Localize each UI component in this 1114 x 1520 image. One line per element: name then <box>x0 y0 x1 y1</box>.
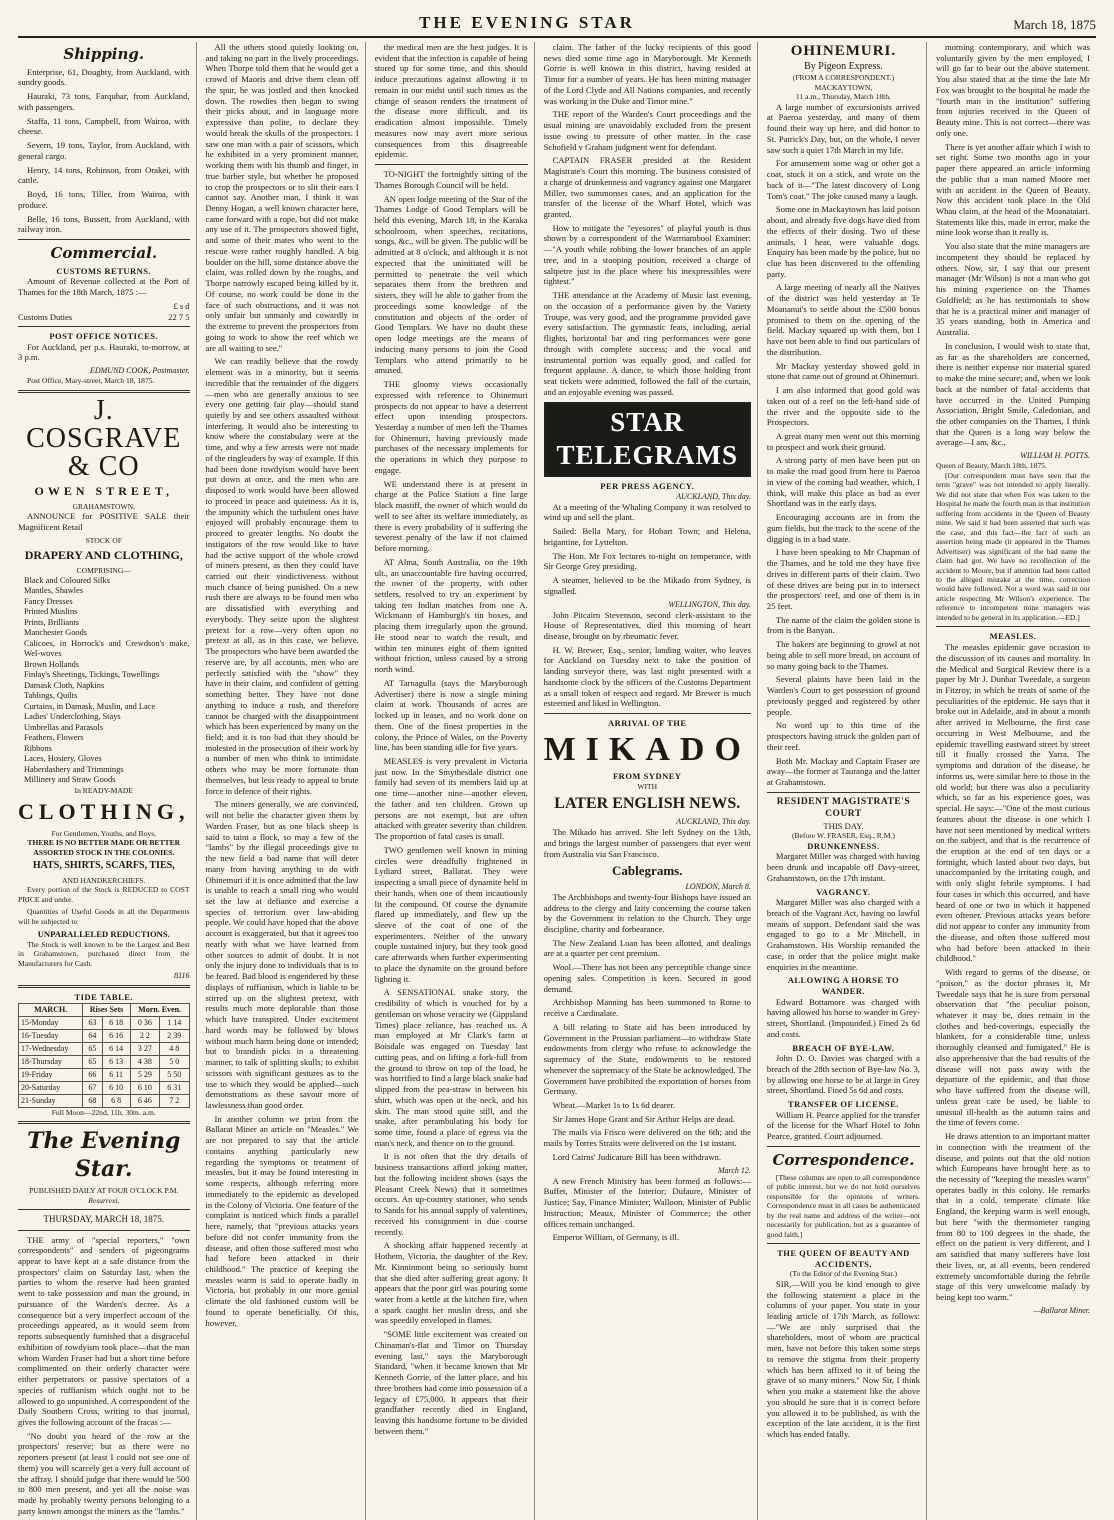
article-paragraph: For amusement some wag or other got a coat, stuck it on a stick, and wrote on the back of it—"The latest discovery of Long Tom's coat." The joke caused many a laugh. <box>766 158 920 201</box>
pigeon-express: By Pigeon Express. <box>804 60 883 72</box>
dateline: March 12. <box>717 1165 751 1175</box>
article-paragraph: Both Mr. Mackay and Captain Fraser are away—the former at Tauranga and the latter at Grahamstown. <box>766 755 920 788</box>
telegram-item: John Pitcairn Stevenson, second clerk-assistant to the House of Representatives, died this morning of heart disease, brought on by rheumatic fever. <box>543 609 751 641</box>
list-item: Ribbons <box>24 743 52 753</box>
tide-cell: 6 8 <box>102 1094 130 1107</box>
tide-cell: 65 <box>83 1042 102 1055</box>
shipping-entry: Severn, 19 tons, Taylor, from Auckland, with general cargo. <box>18 140 190 161</box>
tide-cell: 6 18 <box>102 1016 130 1029</box>
column-1 <box>18 42 197 1520</box>
correspondence-note: [These columns are open to all correspondence of public interest, but we do not hold ourselves responsible for the opinions of writers. Correspondence must in all cases be authenticated by the real name and address of the writer—not necessarily for publication, but as a guarantee of good faith.] <box>766 1172 920 1239</box>
tide-row <box>19 1029 190 1042</box>
news-item: It is not often that the dry details of business transactions afford joking matter, but the following incident shows (says the Pleasant Creek News) that it sometimes occurs. An up-country stationer, who sends to Sands for his annual supply of valentines, received his consignment in due course recently. <box>374 1151 528 1237</box>
case-text: Margaret Miller was also charged with a breach of the Vagrant Act, having no lawful means of support. Defendant said she was engaged to go to a Mr Mitchell, in Grahamstown. His Worship remanded the case, in order that the police might make enquiries in the meantime. <box>766 897 920 972</box>
from-sydney: FROM SYDNEY <box>612 771 682 782</box>
tide-heading: TIDE TABLE. <box>74 992 134 1003</box>
case-heading: DRUNKENNESS. <box>807 840 880 851</box>
shipping-entry: Boyd, 16 tons, Tiller, from Wairoa, with produce. <box>18 189 190 210</box>
news-item: TO-NIGHT the fortnightly sitting of the Thames Borough Council will be held. <box>374 169 528 190</box>
tide-cell: 68 <box>83 1094 102 1107</box>
list-item: Printed Muslins <box>24 607 78 617</box>
case-text: Margaret Miller was charged with having been drunk and incapable off Davy-street, Grahamstown, on the 17th instant. <box>766 851 920 883</box>
paper-title: The Evening Star. <box>27 1128 181 1182</box>
shipping-entry: Hauraki, 73 tons, Farquhar, from Auckland, with passengers. <box>18 91 190 112</box>
tide-cell: 64 <box>83 1029 102 1042</box>
dateline: AUCKLAND, This day. <box>676 817 751 827</box>
measles-heading: MEASLES. <box>989 631 1037 642</box>
per-press: PER PRESS AGENCY. <box>600 481 695 491</box>
letter-text: morning contemporary, and which was voluntarily given by the men employed, I will go far to bear out the above statement. You also stated that at the time the late Mr Fox was brought to the hospital he made the "fourth man in the institution" suffering from injuries received in the Queen of Beauty mine. This is not correct—there was only one. <box>935 42 1090 138</box>
letter-text: You also state that the mine managers are incompetent they should be replaced by others. Now, sir, I say that our present manager (Mr Wilson) is not a man who got his mining experience on the Thames Goldfield; as he has testimonials to show that he is a practical miner and manager of 35 years standing, both in America and Australia. <box>935 241 1090 338</box>
shipping-list <box>18 67 190 235</box>
article-paragraph: The measles epidemic gave occasion to the discussion of its causes and mortality. In the Medical and Surgical Review there is a paper by Mr J. Dunbar Tweedale, a surgeon in Fitzroy, in which he treats of some of the peculiarities of the epidemic. He says that it broke out in Adelaide, and in about a month after arrived in Melbourne, the first case occurring in West Melbourne, and the epidemic travelling eastward street by street till it finally crossed the Yarra. The symptoms and duration of the disease, he informs us, were similar here to those in the old world; but there was also a peculiarity which, so far as his experience goes, was special. He says:—"One of the most curious features about the disease is one which I have not seen mentioned by medical writers on the subject, and that is the recurrence of the eruption at the end of ten days or a fortnight, which lasted about two days, but unaccompanied by the irritating cough, and with only slight febrile symptoms. I had four cases in which this occurred, and have heard of one or two in which it happened even oftener. Previous attacks years before did not appear to confer any immunity from the disease, and often those suffered most who had before been attacked in their childhood." <box>935 642 1090 964</box>
list-item: Manchester Goods <box>24 628 88 638</box>
dateline: AUCKLAND, This day. <box>676 491 751 501</box>
column-6 <box>936 42 1096 1520</box>
tide-cell: 4 8 <box>160 1042 189 1055</box>
advert-clothing: CLOTHING, <box>18 799 190 825</box>
tide-cell: 19-Friday <box>19 1068 83 1081</box>
shipping-heading: Shipping. <box>63 45 145 63</box>
ohinemuri-heading: OHINEMURI. <box>790 43 897 59</box>
case-heading: BREACH OF BYE-LAW. <box>792 1042 895 1053</box>
letter-text: In conclusion, I would wish to state that, as far as the shareholders are concerned, there is neither expense nor material spared to make the mine secure; and, when we look back at the number of fatal accidents that have occurred in the United Pumping Association, Bright Smile, Caledonian, and the other companies on the Thames, I think that the Queen is a long way below the average—I am, &c., <box>935 340 1090 448</box>
news-item: claim. The father of the lucky recipients of this good news died some time ago in Maryborough. Mr Kenneth Gorrie is well known in this district, having resided at Timor for a number of years. He has been mining manager of the Lord Clyde and All Nations companies, and recently was working in the Duke and Timor mine." <box>543 42 751 106</box>
advert-items <box>24 576 190 786</box>
tide-cell: 2 39 <box>160 1029 189 1042</box>
list-item: Curtains, in Damask, Muslin, and Lace <box>24 701 156 711</box>
article-paragraph: I have been speaking to Mr Chapman of the Thames, and he told me they have five drives in different parts of their claim. Two of these drives are being put in to intersect the prospectors' reef, and one of them is in 25 feet. <box>766 547 920 612</box>
list-item: Mantles, Shawles <box>24 586 84 596</box>
telegram-item: The Mikado has arrived. She left Sydney on the 13th, and brings the largest number of passengers that ever went from Australia via San Francisco. <box>543 827 751 859</box>
advert-handkerchiefs: AND HANDKERCHIEFS. <box>61 875 146 885</box>
advert-hats: HATS, SHIRTS, SCARFS, TIES, <box>32 860 175 872</box>
list-item: Fancy Dresses <box>24 596 73 606</box>
shipping-entry: Henry, 14 tons, Robinson, from Orakei, with cattle. <box>18 164 190 186</box>
tide-cell: 7 2 <box>160 1094 189 1107</box>
tide-row <box>19 1055 190 1068</box>
cable-item: A bill relating to State aid has been introduced by Government in the Prussian parliament—to withdraw State endowments from clergy who refuse to acknowledge the supremacy of the State, endowments to be restored whenever the supremacy of the State be acknowledged. The Government have prohibited the exportation of horses from Germany. <box>543 1021 751 1097</box>
letter-heading: THE QUEEN OF BEAUTY AND ACCIDENTS. <box>777 1248 910 1269</box>
news-item: MEASLES is very prevalent in Victoria just now. In the Smythesdale district one family had seven of its members laid up at one time—another nine—another eleven, the father and ten children. Grown up persons are not exempt, but are often attacked with greater severity than children. The proportion of fatal cases is small. <box>374 756 528 842</box>
tide-row <box>19 1068 190 1081</box>
shipping-entry: Staffa, 11 tons, Campbell, from Wairoa, with cheese. <box>18 115 190 137</box>
advert-no-better: THERE IS NO BETTER MADE OR BETTER ASSORTED STOCK IN THE COLONIES. <box>27 838 181 857</box>
duty-label: Customs Duties <box>18 311 73 322</box>
tide-col-header: MARCH. <box>19 1003 83 1016</box>
article-paragraph: The name of the claim the golden stone is from is the Banyan. <box>766 614 920 636</box>
advert-stock: STOCK OF <box>85 535 122 545</box>
news-item: "SOME little excitement was created on Chinaman's-flat and Timor on Thursday evening last," says the Maryborough Standard, "when it became known that Mr Kenneth Gorrie, of the latter place, and his three brothers had come into possession of a legacy of £75,000. It appears that their grandfather recently died in England, leaving this handsome fortune to be divided between them." <box>374 1329 528 1436</box>
cable-item: The mails via Frisco were delivered on the 6th; and the mails by Torres Straits were delivered on the 1st instant. <box>543 1127 751 1149</box>
advert-street: OWEN STREET, <box>34 483 173 498</box>
tide-cell: 6 16 <box>102 1029 130 1042</box>
tide-cell: 2 2 <box>130 1029 159 1042</box>
rm-court-heading: RESIDENT MAGISTRATE'S COURT <box>776 796 911 819</box>
letter-signature: WILLIAM H. POTTS. <box>1020 451 1090 461</box>
news-item: AT Alma, South Australia, on the 19th ult., an unaccountable fire having occurred, the owner of the property, with other settlers, resolved to try an experiment by taking ten Indian matches from one A. Wickmann of Hamburgh's tin boxes, and placing them irregularly upon the ground. He stood near to watch the result, and within ten minutes eight of them ignited without friction, unless caused by a strong north wind. <box>374 556 528 675</box>
telegram-item: A steamer, believed to be the Mikado from Sydney, is signalled. <box>543 575 751 596</box>
before-magistrate: (Before W. FRASER, Esq., R.M.) <box>791 831 895 841</box>
news-item: WE understand there is at present in charge at the Police Station a fine large black mastiff, the owner of which would do well to see after its welfare immediately, as there is every probability of it suffering the severest penalty of the law if not claimed before morning. <box>374 478 528 554</box>
editor-note: [Our correspondent must have seen that the term "grave" was not intended to apply literally. We did not state that when Fox was taken to the Hospital he made the fourth man in that institution suffering from accidents in the Queen of Beauty mine. We said it had been asserted that such was the case, and this fact—the fact of such an assertion being made (it appeared in the Thames Advertiser) was significant of the bad name the claim had got. We have no recollection of the accident to Moore, but if attention had been called to the alleged mistake at the time, correction would have followed. Not a word was said in our article respecting Mr Wilson's experience. The reference to incompetent mine managers was intended to be general in its application.—ED.] <box>935 470 1090 622</box>
page-date: March 18, 1875 <box>1013 17 1096 32</box>
list-item: Haberdashery and Trimmings <box>24 764 124 774</box>
article-paragraph: A large meeting of nearly all the Natives of the district was held yesterday at Te Moananui's to settle about the £500 bonus promised to them on the opening of the field. Mackay squared up with them, but I have not been able to find out particulars of the distribution. <box>766 282 920 357</box>
column-5 <box>767 42 927 1520</box>
tide-cell: 63 <box>83 1016 102 1029</box>
article-paragraph: The bakers are beginning to growl at not being able to sell more bread, on account of so many going back to the Thames. <box>766 639 920 671</box>
tide-cell: 1 14 <box>160 1016 189 1029</box>
tide-cell: 18-Thursday <box>19 1055 83 1068</box>
news-item: AN open lodge meeting of the Star of the Thames Lodge of Good Templars will be held this evening, March 18, in the Karaka schoolroom, when speeches, recitations, songs, &c., will be given. The public will be admitted at 8 o'clock, and although it is not expected that the uninitiated will be permitted to penetrate the veil which separates them from the brethren and sisters, they will be able to gather from the proceedings some knowledge of the constitution and objects of the order of Good Templars. We have no doubt these open lodge meetings are the means of inducing many persons to join the Good Templars who attend primarily to be amused. <box>374 193 528 376</box>
cable-item: Archbishop Manning has been summoned to Rome to receive a Cardinalate. <box>543 997 751 1019</box>
tide-row <box>19 1081 190 1094</box>
tide-cell: 6 10 <box>130 1081 159 1094</box>
article-paragraph: Several plaints have been laid in the Warden's Court to get possession of ground previously pegged and registered by other people. <box>766 674 920 717</box>
article-paragraph: A large number of excursionists arrived at Paeroa yesterday, and many of them found their way up here, and did honor to St. Patrick's Day, but, on the whole, I never saw such a quiet 17th March in my life. <box>766 101 920 155</box>
letter-to-editor: (To the Editor of the Evening Star.) <box>789 1269 898 1279</box>
letter-text: There is yet another affair which I wish to set right. Some two months ago in your paper there appeared an article informing the public that a man named Moore met with an accident in the Queen of Beauty. Now this accident took place in the Old Whau claim, at the head of the Moanataiari. Statements like this, made in error, make the mine look worse than it really is. <box>935 141 1090 238</box>
list-item: Damask Cloth, Napkins <box>24 680 105 690</box>
advert-stock-known: The Stock is well known to be the Largest and Best in Grahamstown, purchased direct from the Manufacturers for Cash. <box>18 939 190 968</box>
post-heading: POST OFFICE NOTICES. <box>49 331 159 342</box>
list-item: Tablings, Quilts <box>24 691 78 701</box>
tide-cell: 65 <box>83 1055 102 1068</box>
case-heading: TRANSFER OF LICENSE. <box>787 1099 899 1110</box>
full-moon: Full Moon—22nd, 11h. 30m. a.m. <box>51 1107 156 1117</box>
cablegrams-heading: Cablegrams. <box>612 862 683 878</box>
from-correspondent: (FROM A CORRESPONDENT.) <box>792 73 895 83</box>
tide-table <box>18 1003 190 1108</box>
mikado-heading: MIKADO <box>543 730 751 768</box>
article-paragraph: A strong party of men have been put on to make the road good from here to Paeroa in view of the coming bad weather, which, I think, will make this place as bad as ever Shortland was in the early days. <box>766 455 920 509</box>
article-paragraph: Some one in Mackaytown has laid poison about, and already five dogs have died from the effects of their dosing. Two of these animals, I hear, were valuable dogs. Enquiry has been made by the police, but no clue has been discovered to the offending party. <box>766 204 920 279</box>
article-source: —Ballarat Miner. <box>1033 1305 1090 1315</box>
published-note: PUBLISHED DAILY AT FOUR O'CLOCK P.M. <box>29 1186 179 1196</box>
news-item: THE report of the Warden's Court proceedings and the usual mining are unavoidably excluded from the present issue owing to pressure of other matter. In the case Schofield v Graham judgment went for defendant. <box>543 109 751 152</box>
tide-cell: 6 46 <box>130 1094 159 1107</box>
cable-item: A new French Ministry has been formed as follows:—Buffet, Minister of the Interior; Dufaure, Minister of Justice; Say, Finance Minister; Walloon, Minister of Public Instruction; Meaux, Minister of Commerce; the other offices remain unchanged. <box>543 1175 751 1229</box>
tide-row <box>19 1094 190 1107</box>
tide-col-header: Morn. Even. <box>130 1003 189 1016</box>
tide-cell: 6 13 <box>102 1055 130 1068</box>
arrival-heading: ARRIVAL OF THE <box>607 718 687 729</box>
with-label: WITH <box>637 781 658 791</box>
article-paragraph: All the others stood quietly looking on, and taking no part in the lively proceedings. When Thorpe told them that he would get a crowd of Maoris and drive them clean off the spur, he was jostled and then knocked down. The rowdies then began to swing their picks about, and in language more expressive than polite, to declare they would break the skulls of the prospectors. I saw one man with a pair of scissors, which he exhibited in a very prominent manner, working them with his thumb and finger, in true barber style, but whether he proposed to crop the prospectors or to slit their ears I cannot say. Another man, I think it was Denny Hogan, a well known character here, came forward with a rope, but did not make any use of it. The prospectors showed fight, and some of their mates who went to the rescue were rather roughly handled. A big boulder on the hill, some distance above the claim, was rolled down by the roughs, and Thorpe narrowly escaped being killed by it. Of course, no work could be done in the face of such obstructions, and it was not only unfair but unmanly and cowardly in the extreme to prevent the prospectors from going to work to show the reef which we are all waiting to see." <box>205 42 359 353</box>
tide-row <box>19 1042 190 1055</box>
news-item: THE gloomy views occasionally expressed with reference to Ohinemuri prospects do not appear to have a deterrent effect upon intending prospectors. Yesterday a number of men left the Thames for Ohinemuri, having previously made purchases of the necessary implements for the operations in which they purpose to engage. <box>374 379 528 475</box>
list-item: Ladies' Underclothing, Stays <box>24 712 121 722</box>
divider <box>18 239 190 240</box>
article-paragraph: The miners generally, we are convinced, will not belie the character given them by Warden Fraser, but as one black sheep is said to taint a flock, so may a few of the "lambs" by the illegal proceedings give to the new field a bad name that will deter many from having anything to do with Ohinemuri if it is once admitted that the law is unable to reach a small ring who would set the law at defiance and exercise a species of terrorism over law-abiding people. We could have hoped that the above account is exaggerated, but that it agrees too nearly with what we have learned from other sources to admit of doubt. It is not only the injury done to individuals that is to be feared. Bad blood is engendered by these displays of ruffianism, which is liable to be stirred up on the slightest pretext, with results much more deplorable than those which have transpired. Under excitement hard words may be followed by blows without much harm being done or intended; but to brandish picks in a threatening manner, to talk of splitting skulls; to exhibit scissors with significant gestures as to the use to which they would be applied—such demonstrations as these savour more of lawlessness than good order. <box>205 799 359 1110</box>
news-item: TWO gentlemen well known in mining circles were dreadfully frightened in Lydiard street, Ballarat. They were inspecting a small piece of dynamite held in their hands, when one of them incautiously lit the compound. Of course the dynamite flared up immediately, and flew up the sleeve of the coat of one of the experimenters. Neither of the unwary couple sustained injury, but they took good care afterwards when further experimenting to place the dynamite on the ground before lighting it. <box>374 844 528 984</box>
article-paragraph: He draws attention to an important matter in connection with the treatment of the disease, and points out that the old notion which Europeans have brought here as to the necessity of "keeping the measles warm" operates badly in this colony. He remarks that in a cold, temperate climate like England, the keeping warm is well enough, but here "with the thermometer ranging from 80 to 100 degrees in the shade, the effect on the patient is very different, and I am satisfied that many sufferers have lost their lives, or, at all events, been rendered extremely uncomfortable during the febrile stage of this very unwelcome malady by being kept too warm." <box>935 1131 1090 1303</box>
article-paragraph: In another column we print from the Ballarat Miner an article on "Measles." We are not prepared to say that the article contains anything particularly new regarding the symptoms or treatment of measles, but it may be found interesting in some respects, although referring more immediately to the epidemic as developed in the Colony of Victoria. One feature of the complaint is noticed which finds a parallel here, namely, that "previous attacks years before did not confer immunity from the disease, and often those suffered most who had before been attacked in their childhood." The practice of keeping the measles warm is said to operate badly in Victoria, but probably in our more genial climate the old fashioned custom will be found to operate beneficially. Of this, however, <box>205 1113 359 1328</box>
letter-text: SIR,—Will you be kind enough to give the following statement a place in the columns of your paper. You state in your leading article of 17th March, as follows:—"We are only surprised that the shareholders, most of whom are practical men, have not before this taken some steps to remove the stigma from their property which has been affixed to it of being the grave of so many miners." Now Sir, I think when you make a statement like the above you should be sure that it is correct before you allowed it to be published, as with the exception of the late accident, it is the first which has ended fatally. <box>766 1278 920 1440</box>
tide-cell: 67 <box>83 1081 102 1094</box>
list-item: Finlay's Sheetings, Tickings, Towellings <box>24 670 160 680</box>
article-paragraph: I am also informed that good gold was taken out of a reef on the left-hand side of the river and the opposite side to the Prospectors. <box>766 385 920 428</box>
tide-cell: 4 38 <box>130 1055 159 1068</box>
column-4 <box>544 42 758 1520</box>
duty-units: £ s d <box>173 300 190 311</box>
article-paragraph: No word up to this time of the prospectors having struck the golden part of their reef. <box>766 720 920 752</box>
advert-for-men: For Gentlemen, Youths, and Boys, <box>51 828 157 838</box>
telegram-item: At a meeting of the Whaling Company it was resolved to wind up and sell the plant. <box>543 501 751 523</box>
this-day: THIS DAY. <box>823 820 864 831</box>
tide-row <box>19 1016 190 1029</box>
cable-item: The Archbishops and twenty-four Bishops have issued an address to the clergy and laity concerning the course taken by the Government in relation to the Church. They urge discipline, charity and forbearance. <box>543 891 751 934</box>
article-paragraph: We can readily believe that the rowdy element was in a minority, but it seems incredible that the remainder of the diggers—men who are generally anxious to see every one getting fair play—should stand quietly by and see others assaulted without interfering. It would also be interesting to know where the constabulary were at the time, and why a few arrests were not made of the ringleaders by way of example. If this had been done rowdyism would have been put down at once, and the men who are disposed to work would have been allowed to proceed in peace and quietness. As it is, the impunity which the turbulent ones have enjoyed will probably encourage them to proceed to greater lengths. No doubt the instigators of the row would like to have had the active support of the whole crowd of miners present, as then they could have carried out their vindictiveness without much chance of being punished. On a new rush there are always to be found men who are dissatisfied with everything and everybody. They seize upon the slightest pretext for a row—very often upon no pretext at all, as in this case, we believe. The prospectors who have been awarded the reserve are, by all accounts, men who are perfectly satisfied with the "show" they have in their claim, and confident of getting something better. They have not done anything to induce a rush, and therefore cannot be charged with the disappointment which has been experienced by many on the field; and it is too bad that they should be molested in the prosecution of their work by a number of men who think to intimidate others who may be more fortunate than themselves, but less ready to appeal to brute force in defence of their rights. <box>205 356 359 796</box>
list-item: Black and Coloured Silks <box>24 575 110 585</box>
case-text: John D. O. Davies was charged with a breach of the 28th section of Bye-law No. 3, by allowing one horse to be at large in Grey street, Shortland. Fined 5s 6d and costs. <box>766 1053 920 1096</box>
case-heading: VAGRANCY. <box>816 886 871 897</box>
editorial-paragraph: "No doubt you heard of the row at the prospectors' reserve; but as there were no reporters present (at least I could not see one of them) you will scarcely get a very full account of the affray. I should judge that there would be 500 to 800 men present, and yet all the noise was made by probably twenty persons belonging to a party known amongst the miners as the "lambs." <box>18 1430 190 1516</box>
advert-announce: ANNOUNCE for POSITIVE SALE their Magnificent Retail <box>18 511 190 532</box>
tide-cell: 6 31 <box>160 1081 189 1094</box>
letter-place-date: Queen of Beauty, March 18th, 1875. <box>935 461 1047 471</box>
later-news-heading: LATER ENGLISH NEWS. <box>554 795 741 813</box>
case-text: Edward Bottamore was charged with having allowed his horse to wander in Grey-street, Shortland. (Impounded.) Fined 2s 6d and costs. <box>766 996 920 1039</box>
correspondence-heading: Correspondence. <box>772 1150 915 1169</box>
dateline: LONDON, March 8. <box>685 881 751 891</box>
telegram-item: Sailed: Bella Mary, for Hobart Town; and Helena, brigantine, for Lyttelton. <box>543 526 751 547</box>
tide-cell: 5 0 <box>160 1055 189 1068</box>
cable-item: Wheat.—Market 1s to 1s 6d dearer. <box>552 1100 676 1111</box>
cable-item: Lord Cairns' Judicature Bill has been withdrawn. <box>552 1151 721 1162</box>
article-paragraph: A great many men went out this morning to prospect and work their ground. <box>766 431 920 452</box>
cable-item: Wool.—There has not been any perceptible change since opening sales. Competition is keen. Secured in good demand. <box>543 962 751 994</box>
advert-drapery: DRAPERY AND CLOTHING, <box>24 548 183 563</box>
post-signature: EDMUND COOK, Postmaster. <box>89 366 190 376</box>
tide-cell: 17-Wednesday <box>19 1042 83 1055</box>
advert-comprising: COMPRISING— <box>76 566 131 576</box>
news-item: A shocking affair happened recently at Hothem, Victoria, the daughter of the Rev. Mr. Kinninmont being so seriously burnt that she died after suffering great agony. It appears that the poor girl was pouring some water from a kettle at the kitchen fire, when a spark caught her muslin dress, and she was speedily enveloped in flames. <box>374 1240 528 1326</box>
list-item: Prints, Brilliants <box>24 617 79 627</box>
list-item: Feathers, Flowers <box>24 733 84 743</box>
advert-firm: J. COSGRAVE & CO <box>26 394 182 482</box>
tide-cell: 6 11 <box>102 1068 130 1081</box>
advert-town: GRAHAMSTOWN, <box>72 501 136 511</box>
tide-cell: 0 36 <box>130 1016 159 1029</box>
list-item: Millinery and Straw Goods <box>24 775 116 785</box>
cable-item: Sir James Hope Grant and Sir Arthur Helps are dead. <box>552 1113 735 1124</box>
list-item: Calicoes, in Horrock's and Crewdson's make, Wel-woves <box>24 638 190 659</box>
column-2 <box>206 42 366 1520</box>
shipping-entry: Enterprise, 61, Doughty, from Auckland, with sundry goods. <box>18 66 190 88</box>
case-heading: ALLOWING A HORSE TO WANDER. <box>787 975 900 996</box>
dateline: 11 a.m., Thursday, March 18th. <box>795 92 891 102</box>
tide-col-header: Rises Sets <box>83 1003 130 1016</box>
masthead <box>18 10 1096 38</box>
news-item: THE attendance at the Academy of Music last evening, on the occasion of a performance given by the Variety Troupe, was very good, and the programme provided gave every satisfaction. The gymnastic feats, including, aerial flights, horizontal bar and ring performances were gone through with complete success; and the vocal and instrumental portion was equally good, and called for frequent applause. A dance, to which those holding front seat tickets were admitted, followed the fall of the curtain, and an enjoyable evening was passed. <box>543 290 751 397</box>
advert-number: 8116 <box>174 971 190 981</box>
tide-cell: 5 50 <box>160 1068 189 1081</box>
news-item: A SENSATIONAL snake story, the credibility of which is vouched for by a gentleman on whose veracity we (Gippsland Times) place reliance, has reached us. A man employed at Mr Clark's farm at Boisdale was engaged on Tuesday last cutting peas, and on lifting a fork-full from the ground to throw on top of the load, he was horrified to find a large black snake had slipped from the pea-straw in between his shirt, which was open at the neck, and his skin. The man stood quite still, and the snake, after perambulating his body for some time, found a place of egress via the man's neck, and thence on to the ground. <box>374 987 528 1148</box>
mackaytown: MACKAYTOWN, <box>814 82 873 92</box>
tide-cell: 21-Sunday <box>19 1094 83 1107</box>
news-item: CAPTAIN FRASER presided at the Resident Magistrate's Court this morning. The business consisted of a charge of drunkenness and vagrancy against one Margaret Miller, two summonses cases, and an application for the transfer of the license of the Wharf Hotel, which was granted. <box>543 155 751 220</box>
page-title: THE EVENING STAR <box>419 13 635 32</box>
case-text: William H. Pearce applied for the transfer of the license for the Wharf Hotel to John Pearce, granted. Court adjourned. <box>766 1109 920 1142</box>
customs-heading: CUSTOMS RETURNS. <box>56 265 152 276</box>
news-item: How to mitigate the "eyesores" of playful youth is thus shown by a correspondent of the Warrnambool Examiner:—"A youth while robbing the lower branches of an apple tree, and in a stooping position, received a charge of saltpetre just in the place where his inexpressibles were tightest." <box>543 222 751 287</box>
list-item: Umbrellas and Parasols <box>24 722 104 732</box>
advert-every-portion: Every portion of the Stock is REDUCED to COST PRICE and under. <box>18 885 190 904</box>
commercial-heading: Commercial. <box>50 244 158 263</box>
columns <box>18 42 1096 1516</box>
tide-cell: 16-Tuesday <box>19 1029 83 1042</box>
post-office: Post Office, Mary-street, March 18, 1875. <box>27 376 155 386</box>
article-paragraph: With regard to germs of the disease, or "poison," as the doctor phrases it, Mr Tweedale says that he is sure from personal observation that "the peculiar poison, whatever it may be, does remain in the clothes and bed-coverings, especially the blankets, for a considerable time, unless thoroughly cleansed and fumigated." He is also apprehensive that the bad results of the disease will not pass away with the departure of the epidemic, and that those who have suffered from the disease will, unless great care be used, be liable to unusual ill-health as the autumn rains and the time of fevers come. <box>935 967 1090 1128</box>
duty-amount: 22 7 5 <box>168 311 190 322</box>
customs-text: Amount of Revenue collected at the Port of Thames for the 18th March, 1875 :— <box>18 276 190 298</box>
column-3 <box>375 42 535 1520</box>
tide-cell: 3 27 <box>130 1042 159 1055</box>
post-text: For Auckland, per p.s. Hauraki, to-morrow, at 3 p.m. <box>18 341 190 363</box>
list-item: Laces, Hosiery, Gloves <box>24 754 102 764</box>
article-paragraph: Mr Mackay yesterday showed gold in stone that came out of ground at Ohinemuri. <box>766 360 920 382</box>
article-paragraph: Encouraging accounts are in from the gum fields, but the track to the scene of the digging is in a bad state. <box>766 512 920 544</box>
telegrams-banner: STAR TELEGRAMS <box>544 402 751 478</box>
cable-item: Emperor William, of Germany, is ill. <box>552 1232 679 1243</box>
advert-quantities: Quantities of Useful Goods in all the Departments will be subjected to <box>18 907 190 926</box>
advert-ready-made: In READY-MADE <box>74 785 133 795</box>
motto: Resurrexi. <box>88 1195 120 1205</box>
tide-cell: 20-Saturday <box>19 1081 83 1094</box>
issue-date: THURSDAY, MARCH 18, 1875. <box>43 1214 165 1225</box>
shipping-entry: Belle, 16 tons, Bussett, from Auckland, with railway iron. <box>18 213 190 235</box>
tide-cell: 15-Monday <box>19 1016 83 1029</box>
tide-cell: 6 10 <box>102 1081 130 1094</box>
list-item: Brown Hollands <box>24 659 80 669</box>
tide-cell: 6 14 <box>102 1042 130 1055</box>
dateline: WELLINGTON, This day. <box>668 599 751 609</box>
news-item: AT Tarnagulla (says the Maryborough Advertiser) there is now a single mining claim at work. Thousands of acres are locked up in leases, and no work done on them. One of the finest properties in the colony, the Prince of Wales, on the Poverty line, has been standing idle for five years. <box>374 677 528 753</box>
cable-item: The New Zealand Loan has been allotted, and dealings are at a quarter per cent premium. <box>543 937 751 959</box>
article-paragraph: the medical men are the best judges. It is evident that the infection is capable of being stored up for some time, and this should induce precautions against allowing it to remain in our midst until such times as the change of season renders the treatment of the disease more difficult, and its eradication almost impossible. Timely measures now may avert more serious consequences from this disagreeable epidemic. <box>374 42 528 160</box>
advert-unparalleled: UNPARALLELED REDUCTIONS. <box>37 928 170 939</box>
duty-row <box>18 312 190 323</box>
tide-cell: 5 29 <box>130 1068 159 1081</box>
telegram-item: The Hon. Mr Fox lectures to-night on temperance, with Sir George Grey presiding. <box>543 550 751 572</box>
editorial-paragraph: THE army of "special reporters," "own correspondents" and senders of pigeongrams appear to have kept at a safe distance from the prospectors' claim on Saturday last, when the parties to whom the reserve had been granted went to take possession and man the ground, in pursuance of the Warden's decree. As a consequence but a very imperfect account of the proceedings appeared, as it would seem from reports subsequently furnished that a disgraceful exhibition of rowdyism took place—that the man whom Warden Fraser had but a short time before complimented on their orderly character were either perpetrators or passive spectators of a species of ruffianism which ought not to be allowed to go unpunished. A correspondent of the Daily Southern Cross, writing to that journal, gives the following account of the fracas :— <box>18 1234 190 1427</box>
telegram-item: H. W. Brewer, Esq., senior, landing waiter, who leaves for Auckland on Tuesday next to take the position of landing surveyor there, was last night presented with a handsome clock by the officers of the Customs Department as a small token of respect and regard. Mr Brewer is much esteemed and liked in Wellington. <box>543 644 751 709</box>
tide-cell: 66 <box>83 1068 102 1081</box>
